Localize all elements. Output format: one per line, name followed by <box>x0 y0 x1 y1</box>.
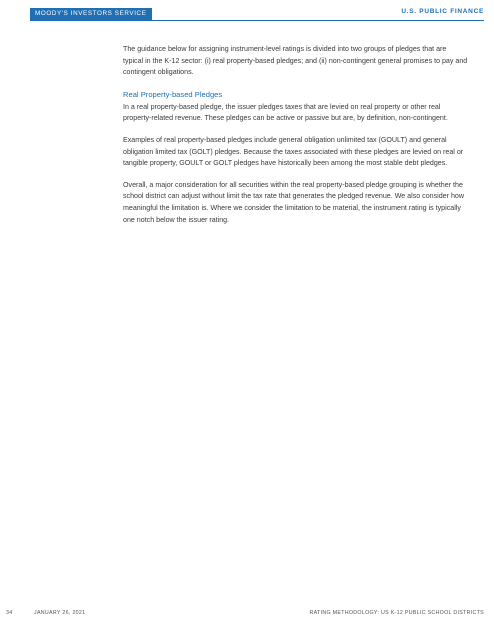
publication-date: JANUARY 26, 2021 <box>34 610 86 616</box>
body-paragraph: Overall, a major consideration for all securities within the real property-based pledge grouping is whether the school district can adjust without limit the tax rate that generates the pledged revenue. We also consider how meaningful the limitation is. Where we consider the limitation to be material, the instrument rating is typically one notch below the issuer rating. <box>123 180 464 224</box>
publisher-brand: MOODY'S INVESTORS SERVICE <box>30 8 152 20</box>
main-content <box>123 44 468 236</box>
header-divider <box>30 20 484 21</box>
section-heading: Real Property-based Pledges <box>123 89 223 99</box>
body-paragraph: In a real property-based pledge, the issuer pledges taxes that are levied on real property or other real property-related revenue. These pledges can be active or passive but are, by definition, non-contingent. <box>123 102 448 123</box>
page-number: 34 <box>6 610 13 616</box>
document-title: RATING METHODOLOGY: US K-12 PUBLIC SCHOOL DISTRICTS <box>309 610 484 616</box>
intro-paragraph: The guidance below for assigning instrument-level ratings is divided into two groups of pledges that are typical in the K-12 sector: (i) real property-based pledges; and (ii) non-contingent general promises to pay and contingent obligations. <box>123 45 468 77</box>
body-paragraph: Examples of real property-based pledges include general obligation unlimited tax (GOULT) and general obligation limited tax (GOLT) pledges. Because the taxes associated with these pledges are levied on real or tangible property, GOULT or GOLT pledges have historically been among the most stable debt pledges. <box>123 135 464 168</box>
section-label: U.S. PUBLIC FINANCE <box>401 8 484 15</box>
